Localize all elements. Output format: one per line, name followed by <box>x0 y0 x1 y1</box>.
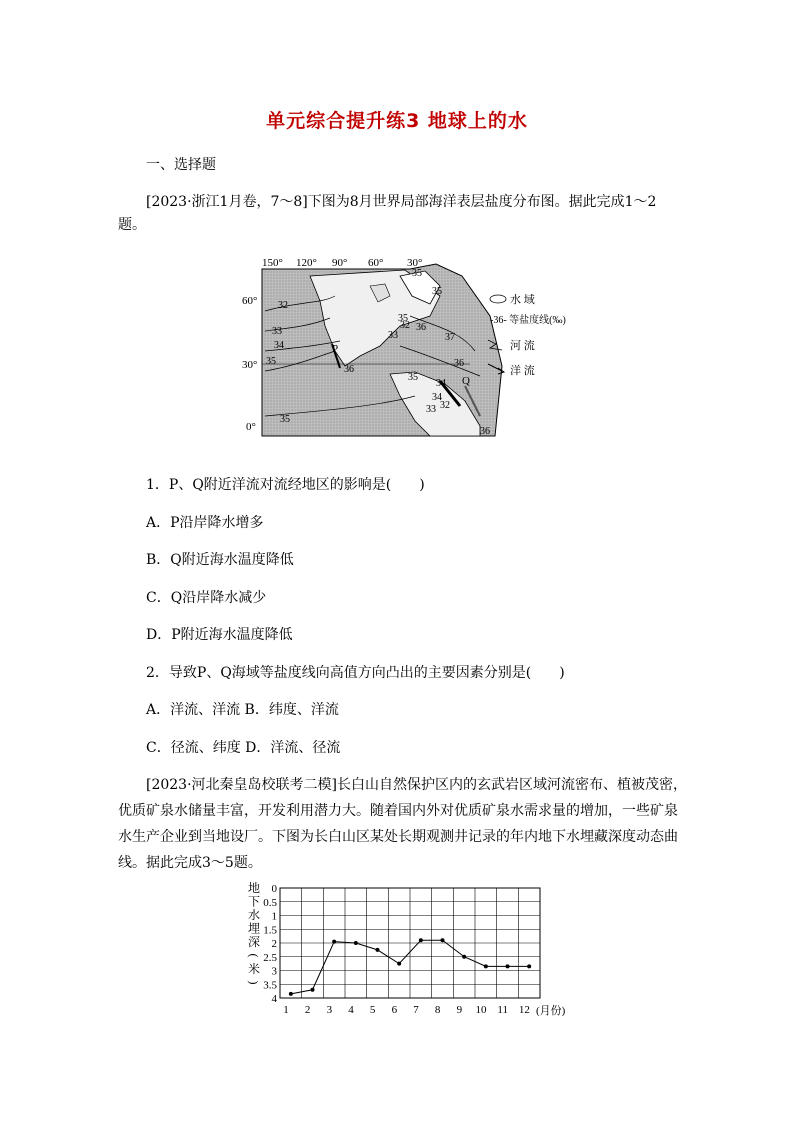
intro2-line-2: 优质矿泉水储量丰富，开发利用潜力大。随着国内外对优质矿泉水需求量的增加，一些矿泉 <box>118 803 678 819</box>
y-tick-label: 0 <box>271 883 277 895</box>
y-tick-label: 1 <box>271 910 277 923</box>
isoline-label: 33 <box>426 404 436 415</box>
isoline-label: 36 <box>454 358 464 369</box>
data-point <box>419 938 423 942</box>
x-tick-label: 12 <box>518 1004 530 1016</box>
isoline-label: 36 <box>480 426 490 437</box>
point-p-label: P <box>332 343 339 355</box>
isoline-label: 34 <box>274 340 284 351</box>
isoline-label: 35 <box>398 313 408 324</box>
legend-water: 水 域 <box>510 294 535 306</box>
x-axis-label: (月份) <box>536 1005 566 1017</box>
x-tick-label: 4 <box>348 1004 354 1016</box>
x-tick-label: 2 <box>304 1004 311 1016</box>
data-point <box>354 941 358 945</box>
question-2-options-ab[interactable]: A．洋流、洋流 B．纬度、洋流 <box>146 702 339 718</box>
lat-label-60: 60° <box>242 295 258 307</box>
data-point <box>484 964 488 968</box>
x-tick-label: 7 <box>413 1004 419 1016</box>
y-tick-label: 0.5 <box>263 896 277 909</box>
legend-current: 洋 流 <box>510 365 535 377</box>
isoline-label: 32 <box>278 300 288 311</box>
isoline-label: 33 <box>388 330 398 341</box>
question-2-options-cd[interactable]: C．径流、纬度 D．洋流、径流 <box>146 740 341 756</box>
isoline-label: 32 <box>400 320 410 331</box>
y-axis-label-char: 埋 <box>247 921 261 936</box>
isoline-label: 34 <box>436 378 446 389</box>
y-tick-label: 4 <box>271 993 277 1005</box>
question-1-stem: 1．P、Q附近洋流对流经地区的影响是( ) <box>146 477 425 493</box>
data-point <box>441 938 445 942</box>
isoline-label: 35 <box>266 356 276 367</box>
y-axis-label-char: 地 <box>247 881 261 895</box>
data-point <box>311 988 315 992</box>
isoline-label: 35 <box>280 414 290 425</box>
data-point <box>376 948 380 952</box>
lon-label-150: 150° <box>262 257 283 269</box>
data-point <box>332 940 336 944</box>
point-q-label: Q <box>462 375 470 387</box>
x-tick-label: 11 <box>497 1004 508 1016</box>
y-axis-label-char: ( <box>247 953 261 958</box>
y-tick-label: 3 <box>271 965 277 978</box>
salinity-map <box>240 256 600 456</box>
intro-paragraph-1: [2023·浙江1月卷，7～8]下图为8月世界局部海洋表层盐度分布图。据此完成1～2题。 <box>118 194 657 233</box>
isoline-label: 35 <box>432 286 442 297</box>
intro2-line-4: 线。据此完成3～5题。 <box>118 855 262 871</box>
page-title: 单元综合提升练3 地球上的水 <box>266 110 528 132</box>
question-1-option-a[interactable]: A．P沿岸降水增多 <box>146 515 264 531</box>
isoline-label: 36 <box>344 364 354 375</box>
y-axis-label-char: ) <box>247 980 261 985</box>
y-tick-label: 2 <box>271 938 277 950</box>
x-tick-label: 6 <box>391 1004 398 1016</box>
section-heading: 一、选择题 <box>146 157 216 173</box>
legend-river: 河 流 <box>510 340 535 352</box>
lat-label-0: 0° <box>246 421 256 433</box>
x-tick-label: 3 <box>326 1004 333 1016</box>
data-point <box>462 955 466 959</box>
y-tick-label: 2.5 <box>263 951 277 964</box>
isoline-label: 32 <box>440 400 450 411</box>
x-tick-label: 10 <box>475 1004 487 1016</box>
isoline-label: 35 <box>408 372 418 383</box>
legend-isoline: -36- 等盐度线(‰) <box>490 315 566 326</box>
x-tick-label: 8 <box>434 1004 441 1016</box>
x-tick-label: 5 <box>369 1004 376 1016</box>
groundwater-depth-chart <box>240 880 580 1022</box>
y-axis-label-char: 下 <box>247 894 261 909</box>
y-tick-label: 3.5 <box>263 979 277 992</box>
intro2-line-1: [2023·河北秦皇岛校联考二模]长白山自然保护区内的玄武岩区域河流密布、植被茂密， <box>146 777 688 793</box>
lon-label-60: 60° <box>368 257 384 269</box>
lon-label-120: 120° <box>296 257 317 269</box>
isoline-label: 33 <box>272 326 282 337</box>
y-axis-label-char: 米 <box>247 962 261 976</box>
question-1-option-b[interactable]: B．Q附近海水温度降低 <box>146 552 294 568</box>
isoline-label: 35 <box>412 268 422 279</box>
y-axis-label-char: 深 <box>247 935 261 949</box>
isoline-label: 34 <box>432 392 442 403</box>
question-1-option-c[interactable]: C．Q沿岸降水减少 <box>146 590 267 606</box>
x-tick-label: 1 <box>283 1004 289 1016</box>
isoline-label: 36 <box>416 322 426 333</box>
data-point <box>506 964 510 968</box>
data-point <box>527 964 531 968</box>
y-tick-label: 1.5 <box>263 924 277 937</box>
lat-label-30: 30° <box>242 359 258 371</box>
lon-label-90: 90° <box>332 257 348 269</box>
intro2-line-3: 水生产企业到当地设厂。下图为长白山区某处长期观测井记录的年内地下水埋藏深度动态曲 <box>118 829 678 845</box>
lon-label-30: 30° <box>407 257 423 269</box>
data-point <box>289 992 293 996</box>
isoline-label: 37 <box>445 332 455 343</box>
question-1-option-d[interactable]: D．P附近海水温度降低 <box>146 627 293 643</box>
question-2-stem: 2．导致P、Q海域等盐度线向高值方向凸出的主要因素分别是( ) <box>146 665 565 681</box>
y-axis-label-char: 水 <box>247 908 261 922</box>
x-tick-label: 9 <box>456 1004 463 1016</box>
data-point <box>397 962 401 966</box>
water-area-icon <box>490 295 506 303</box>
